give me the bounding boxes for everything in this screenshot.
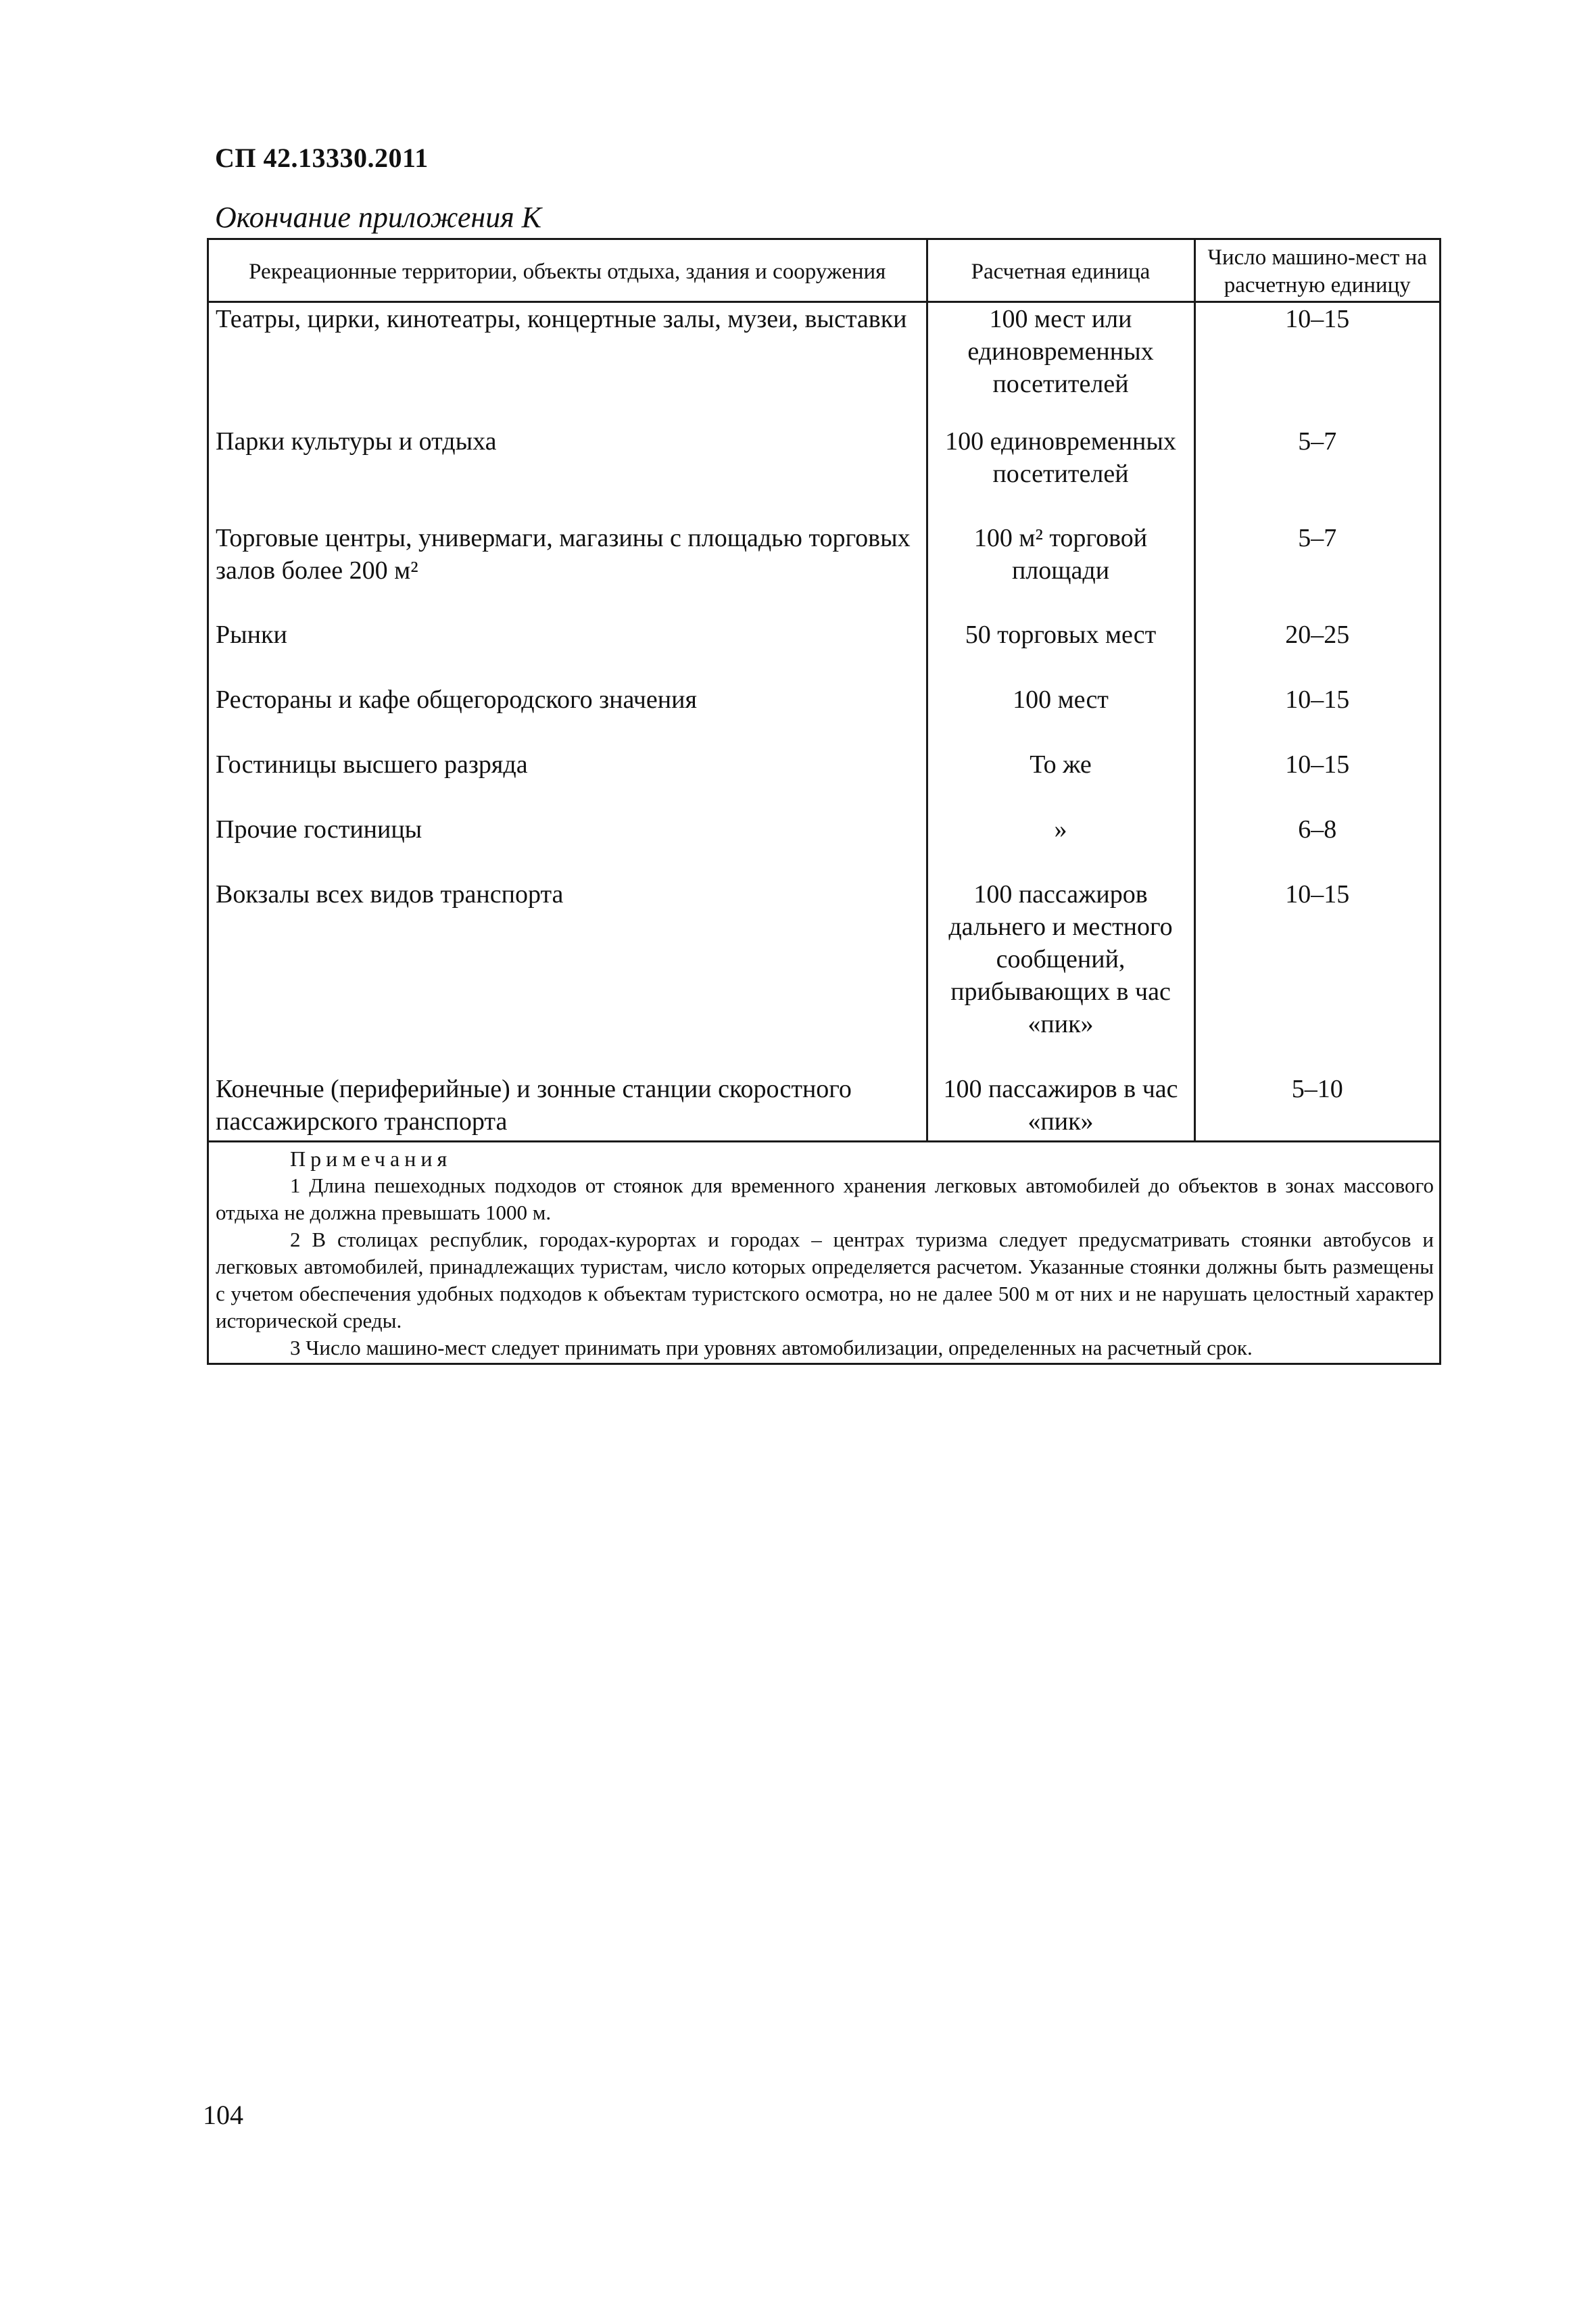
unit-cell: То же <box>927 748 1194 813</box>
spaces-cell: 5–7 <box>1298 523 1337 552</box>
table-row <box>209 813 1439 878</box>
spaces-cell: 10–15 <box>1285 685 1350 714</box>
column-header-unit: Расчетная единица <box>927 240 1194 302</box>
unit-cell: 100 м² торговой площади <box>927 522 1194 619</box>
table-row <box>209 425 1439 522</box>
table-row <box>209 1073 1439 1140</box>
unit-cell: » <box>927 813 1194 878</box>
object-cell: Конечные (периферийные) и зонные станции скоростного пассажирского транспорта <box>209 1073 927 1140</box>
table-row <box>209 522 1439 619</box>
object-cell: Рестораны и кафе общегородского значения <box>209 683 927 748</box>
object-cell: Театры, цирки, кинотеатры, концертные залы, музеи, выставки <box>209 302 927 425</box>
table-row <box>209 748 1439 813</box>
spaces-cell: 10–15 <box>1285 750 1350 779</box>
spaces-cell: 10–15 <box>1285 305 1350 333</box>
document-code: СП 42.13330.2011 <box>215 143 429 173</box>
object-cell: Рынки <box>209 619 927 683</box>
spaces-cell: 10–15 <box>1285 879 1350 909</box>
table-row <box>209 878 1439 1073</box>
note-item: 1 Длина пешеходных подходов от стоянок для временного хранения легковых автомобилей до объектов в зонах массового отдыха не должна превышать 1000 м. <box>216 1173 1434 1224</box>
notes-block <box>209 1140 1439 1363</box>
page-number: 104 <box>203 2100 243 2130</box>
table-row <box>209 619 1439 683</box>
object-cell: Вокзалы всех видов транспорта <box>209 878 927 1073</box>
object-cell: Прочие гостиницы <box>209 813 927 878</box>
note-item: 2 В столицах республик, городах-курортах и городах – центрах туризма следует предусматривать стоянки автобусов и легковых автомобилей, принадлежащих туристам, число которых определяется расчетом. Указанные стоянки должны быть размещены с учетом обеспечения удобных подходов к объектам туристского осмотра, но не далее 500 м от них и не нарушать целостный характер исторической среды. <box>216 1227 1434 1332</box>
unit-cell: 50 торговых мест <box>927 619 1194 683</box>
norms-table-frame <box>207 238 1441 1365</box>
note-item: 3 Число машино-мест следует принимать при уровнях автомобилизации, определенных на расчетный срок. <box>290 1335 1253 1359</box>
spaces-cell: 20–25 <box>1285 620 1350 649</box>
unit-cell: 100 единовременных посетителей <box>927 425 1194 522</box>
spaces-cell: 5–10 <box>1291 1074 1343 1103</box>
column-header-object: Рекреационные территории, объекты отдыха, здания и сооружения <box>209 240 927 302</box>
column-header-spaces: Число машино-мест на расчетную единицу <box>1194 240 1439 302</box>
spaces-cell: 6–8 <box>1298 815 1337 844</box>
parking-norms-table <box>209 240 1439 1140</box>
notes-title: Примечания <box>290 1146 452 1171</box>
object-cell: Гостиницы высшего разряда <box>209 748 927 813</box>
unit-cell: 100 мест <box>927 683 1194 748</box>
table-row <box>209 683 1439 748</box>
unit-cell: 100 пассажиров в час «пик» <box>927 1073 1194 1140</box>
spaces-cell: 5–7 <box>1298 427 1337 456</box>
table-row <box>209 302 1439 425</box>
object-cell: Парки культуры и отдыха <box>209 425 927 522</box>
unit-cell: 100 пассажиров дальнего и местного сообщений, прибывающих в час «пик» <box>927 878 1194 1073</box>
appendix-caption: Окончание приложения К <box>215 201 541 234</box>
unit-cell: 100 мест или единовременных посетителей <box>927 302 1194 425</box>
object-cell: Торговые центры, универмаги, магазины с площадью торговых залов более 200 м² <box>209 522 927 619</box>
table-header-row <box>209 240 1439 302</box>
